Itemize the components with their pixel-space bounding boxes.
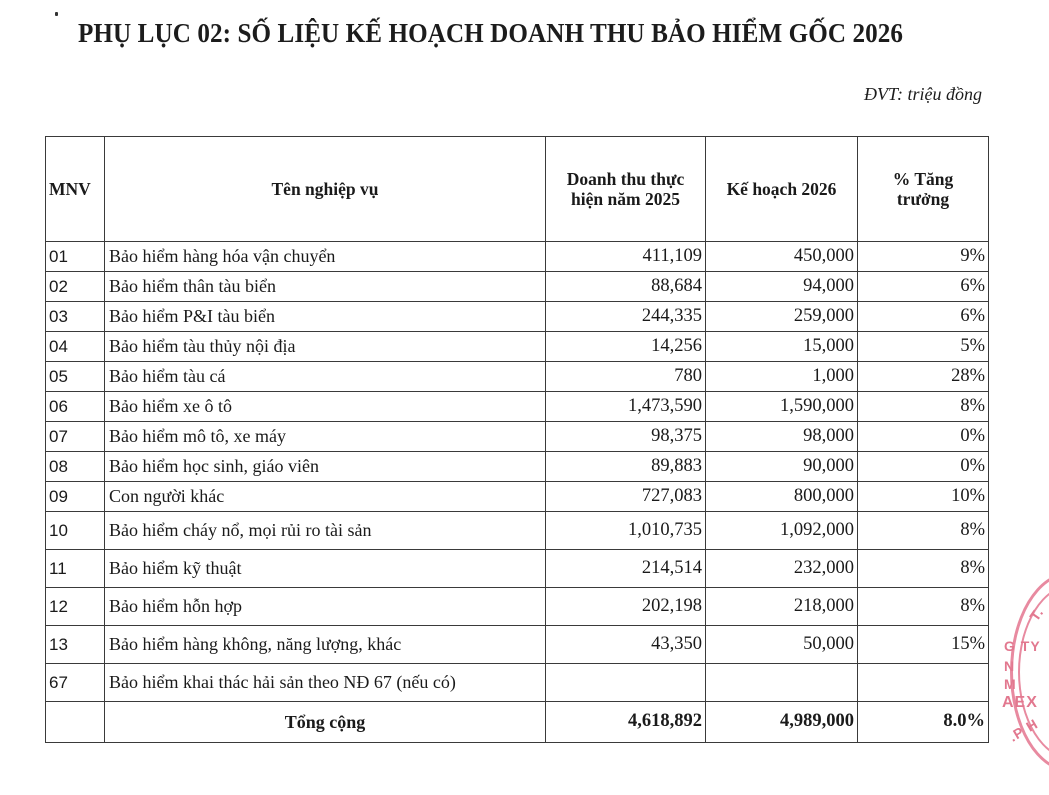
cell-plan-2026: 15,000 xyxy=(706,332,858,362)
cell-mnv: 09 xyxy=(46,482,105,512)
header-mnv: MNV xyxy=(46,137,105,242)
cell-mnv: 01 xyxy=(46,242,105,272)
cell-plan-2026: 1,590,000 xyxy=(706,392,858,422)
table-row xyxy=(46,362,989,392)
table-row xyxy=(46,302,989,332)
total-growth: 8.0% xyxy=(858,702,989,743)
cell-plan-2026: 50,000 xyxy=(706,626,858,664)
table-row xyxy=(46,332,989,362)
cell-plan-2026: 1,092,000 xyxy=(706,512,858,550)
seal-text-fragment: T. xyxy=(1026,604,1047,624)
header-plan-2026: Kế hoạch 2026 xyxy=(706,137,858,242)
cell-plan-2026: 450,000 xyxy=(706,242,858,272)
scan-mark xyxy=(55,12,58,16)
cell-revenue-2025: 244,335 xyxy=(546,302,706,332)
seal-text-fragment: N xyxy=(1004,658,1016,674)
cell-name: Bảo hiểm kỹ thuật xyxy=(105,550,546,588)
cell-growth: 8% xyxy=(858,512,989,550)
seal-text-fragment: .P H xyxy=(1006,715,1041,745)
page-title: PHỤ LỤC 02: SỐ LIỆU KẾ HOẠCH DOANH THU BẢO HIỂM GỐC 2026 xyxy=(78,18,904,48)
cell-growth: 6% xyxy=(858,272,989,302)
table-row xyxy=(46,550,989,588)
cell-name: Bảo hiểm khai thác hải sản theo NĐ 67 (nếu có) xyxy=(105,664,546,702)
cell-growth: 0% xyxy=(858,452,989,482)
cell-mnv: 67 xyxy=(46,664,105,702)
seal-text-fragment: G TY xyxy=(1004,638,1041,654)
table-header-row xyxy=(46,137,989,242)
total-label: Tổng cộng xyxy=(105,702,546,743)
table-row xyxy=(46,272,989,302)
cell-mnv: 10 xyxy=(46,512,105,550)
header-revenue-2025-label: Doanh thu thực hiện năm 2025 xyxy=(566,168,685,209)
cell-mnv: 07 xyxy=(46,422,105,452)
cell-revenue-2025: 14,256 xyxy=(546,332,706,362)
cell-growth: 5% xyxy=(858,332,989,362)
cell-revenue-2025: 1,473,590 xyxy=(546,392,706,422)
table-row xyxy=(46,512,989,550)
cell-name: Bảo hiểm thân tàu biển xyxy=(105,272,546,302)
total-plan-2026: 4,989,000 xyxy=(706,702,858,743)
table-row xyxy=(46,664,989,702)
seal-text-fragment: M xyxy=(1004,676,1017,692)
cell-plan-2026: 94,000 xyxy=(706,272,858,302)
seal-text-fragment: AEX xyxy=(1002,694,1038,711)
header-revenue-2025 xyxy=(546,137,706,242)
total-row xyxy=(46,702,989,743)
cell-plan-2026: 218,000 xyxy=(706,588,858,626)
cell-name: Bảo hiểm tàu thủy nội địa xyxy=(105,332,546,362)
cell-name: Bảo hiểm hỗn hợp xyxy=(105,588,546,626)
cell-growth: 10% xyxy=(858,482,989,512)
cell-mnv: 05 xyxy=(46,362,105,392)
cell-revenue-2025: 727,083 xyxy=(546,482,706,512)
cell-name: Bảo hiểm xe ô tô xyxy=(105,392,546,422)
cell-name: Bảo hiểm học sinh, giáo viên xyxy=(105,452,546,482)
cell-revenue-2025: 88,684 xyxy=(546,272,706,302)
unit-note: ĐVT: triệu đồng xyxy=(863,84,982,104)
cell-revenue-2025: 1,010,735 xyxy=(546,512,706,550)
cell-revenue-2025: 202,198 xyxy=(546,588,706,626)
cell-growth: 15% xyxy=(858,626,989,664)
cell-revenue-2025: 411,109 xyxy=(546,242,706,272)
cell-growth: 9% xyxy=(858,242,989,272)
cell-name: Bảo hiểm cháy nổ, mọi rủi ro tài sản xyxy=(105,512,546,550)
cell-name: Bảo hiểm mô tô, xe máy xyxy=(105,422,546,452)
cell-plan-2026: 259,000 xyxy=(706,302,858,332)
company-seal-stamp xyxy=(1000,572,1049,772)
header-name: Tên nghiệp vụ xyxy=(105,137,546,242)
cell-revenue-2025: 89,883 xyxy=(546,452,706,482)
cell-growth: 0% xyxy=(858,422,989,452)
cell-mnv: 04 xyxy=(46,332,105,362)
cell-growth: 6% xyxy=(858,302,989,332)
cell-name: Bảo hiểm tàu cá xyxy=(105,362,546,392)
cell-name: Bảo hiểm hàng hóa vận chuyển xyxy=(105,242,546,272)
table-row xyxy=(46,392,989,422)
cell-plan-2026: 90,000 xyxy=(706,452,858,482)
cell-mnv: 11 xyxy=(46,550,105,588)
cell-revenue-2025: 43,350 xyxy=(546,626,706,664)
cell-mnv: 03 xyxy=(46,302,105,332)
cell-growth: 28% xyxy=(858,362,989,392)
cell-plan-2026: 232,000 xyxy=(706,550,858,588)
cell-mnv: 08 xyxy=(46,452,105,482)
total-revenue-2025: 4,618,892 xyxy=(546,702,706,743)
cell-plan-2026 xyxy=(706,664,858,702)
cell-name: Bảo hiểm P&I tàu biển xyxy=(105,302,546,332)
cell-growth: 8% xyxy=(858,588,989,626)
header-growth xyxy=(858,137,989,242)
revenue-plan-table xyxy=(45,136,989,743)
cell-mnv xyxy=(46,702,105,743)
cell-growth: 8% xyxy=(858,550,989,588)
cell-growth: 8% xyxy=(858,392,989,422)
cell-revenue-2025 xyxy=(546,664,706,702)
header-growth-label: % Tăng trưởng xyxy=(892,168,954,209)
table-row xyxy=(46,242,989,272)
cell-plan-2026: 800,000 xyxy=(706,482,858,512)
table-row xyxy=(46,626,989,664)
table-row xyxy=(46,422,989,452)
cell-name: Bảo hiểm hàng không, năng lượng, khác xyxy=(105,626,546,664)
cell-revenue-2025: 780 xyxy=(546,362,706,392)
cell-mnv: 13 xyxy=(46,626,105,664)
cell-revenue-2025: 214,514 xyxy=(546,550,706,588)
cell-mnv: 02 xyxy=(46,272,105,302)
table-row xyxy=(46,588,989,626)
cell-mnv: 12 xyxy=(46,588,105,626)
cell-name: Con người khác xyxy=(105,482,546,512)
cell-plan-2026: 98,000 xyxy=(706,422,858,452)
cell-plan-2026: 1,000 xyxy=(706,362,858,392)
cell-mnv: 06 xyxy=(46,392,105,422)
table-row xyxy=(46,452,989,482)
cell-revenue-2025: 98,375 xyxy=(546,422,706,452)
table-row xyxy=(46,482,989,512)
cell-growth xyxy=(858,664,989,702)
